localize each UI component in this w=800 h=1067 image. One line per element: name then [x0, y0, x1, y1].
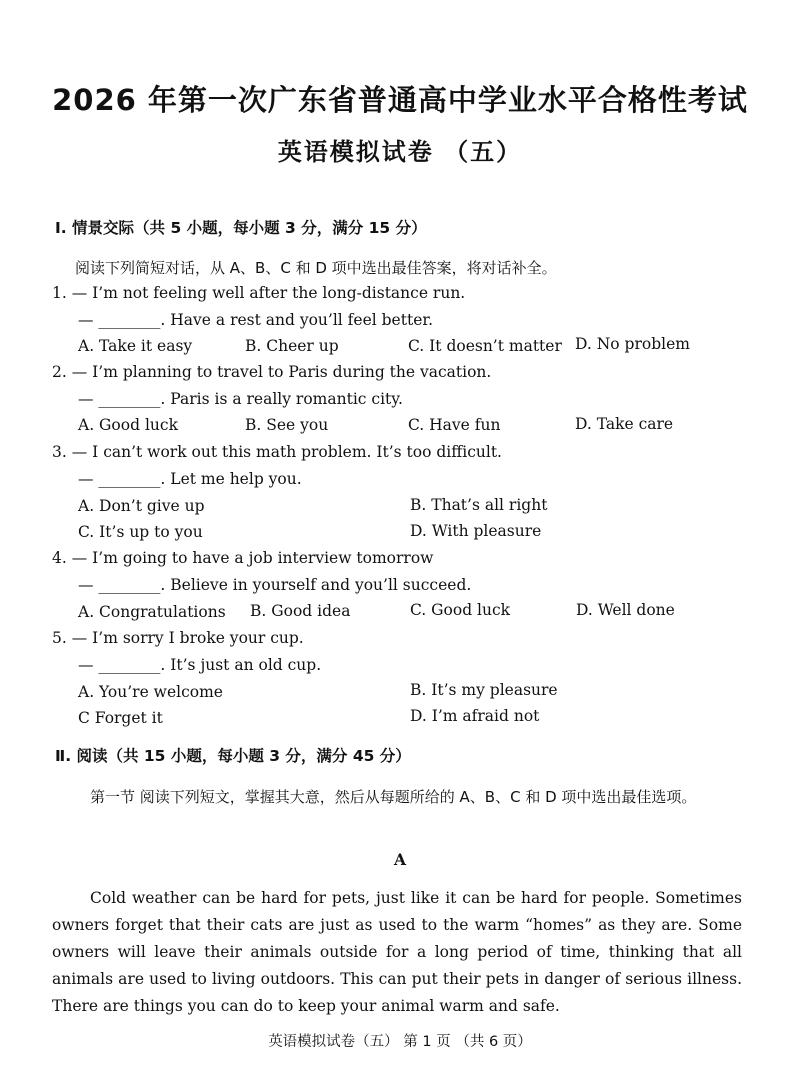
section2-part1-instruction: 第一节 阅读下列短文，掌握其大意，然后从每题所给的 A、B、C 和 D 项中选出最佳选项。 [90, 788, 697, 806]
question-1-option-a: A. Take it easy [78, 337, 193, 355]
question-2-stem: 2. — I’m planning to travel to Paris during the vacation. [52, 363, 492, 381]
question-4-option-a: A. Congratulations [78, 603, 226, 621]
question-1-option-d: D. No problem [575, 335, 690, 353]
question-3-reply: — ________. Let me help you. [78, 470, 302, 488]
question-4-option-d: D. Well done [576, 601, 675, 619]
question-2-reply: — ________. Paris is a really romantic city. [78, 390, 403, 408]
section1-instruction: 阅读下列简短对话，从 A、B、C 和 D 项中选出最佳答案，将对话补全。 [75, 259, 557, 277]
passage-text: Cold weather can be hard for pets, just like it can be hard for people. Sometimes owners forget that their cats are just as used to the warm “homes” as they are. Some owners will leave their animals outside for a long period of time, thinking that all animals are used to living outdoors. This can put their pets in danger of serious illness. There are things you can do to keep your animal warm and safe. [52, 889, 742, 1015]
question-5-option-b: B. It’s my pleasure [410, 681, 558, 699]
question-2-option-c: C. Have fun [408, 416, 501, 434]
question-3-stem: 3. — I can’t work out this math problem. It’s too difficult. [52, 443, 502, 461]
section1-heading: Ⅰ. 情景交际（共 5 小题，每小题 3 分，满分 15 分） [55, 219, 427, 237]
question-5-stem: 5. — I’m sorry I broke your cup. [52, 629, 304, 647]
question-3-option-c: C. It’s up to you [78, 523, 203, 541]
question-4-reply: — ________. Believe in yourself and you’ll succeed. [78, 576, 472, 594]
question-2-option-b: B. See you [245, 416, 329, 434]
question-5-option-c: C Forget it [78, 709, 163, 727]
passage-label: A [393, 850, 407, 869]
page-footer: 英语模拟试卷（五） 第 1 页 （共 6 页） [268, 1034, 532, 1050]
question-1-option-c: C. It doesn’t matter [408, 337, 562, 355]
question-4-stem: 4. — I’m going to have a job interview tomorrow [52, 549, 434, 567]
question-3-option-b: B. That’s all right [410, 496, 548, 514]
question-2-option-d: D. Take care [575, 415, 674, 433]
question-1-option-b: B. Cheer up [245, 337, 339, 355]
question-5-option-d: D. I’m afraid not [410, 707, 540, 725]
section2-heading: Ⅱ. 阅读（共 15 小题，每小题 3 分，满分 45 分） [55, 747, 411, 765]
question-1-reply: — ________. Have a rest and you’ll feel better. [78, 311, 433, 329]
exam-title: 2026 年第一次广东省普通高中学业水平合格性考试 [52, 83, 748, 117]
question-3-option-a: A. Don’t give up [78, 497, 205, 515]
question-5-option-a: A. You’re welcome [78, 683, 223, 701]
question-5-reply: — ________. It’s just an old cup. [78, 656, 322, 674]
question-4-option-b: B. Good idea [250, 602, 351, 620]
exam-subtitle: 英语模拟试卷 （五） [277, 138, 523, 166]
question-1-stem: 1. — I’m not feeling well after the long-distance run. [52, 284, 466, 302]
question-2-option-a: A. Good luck [78, 416, 178, 434]
question-3-option-d: D. With pleasure [410, 522, 542, 540]
question-4-option-c: C. Good luck [410, 601, 511, 619]
